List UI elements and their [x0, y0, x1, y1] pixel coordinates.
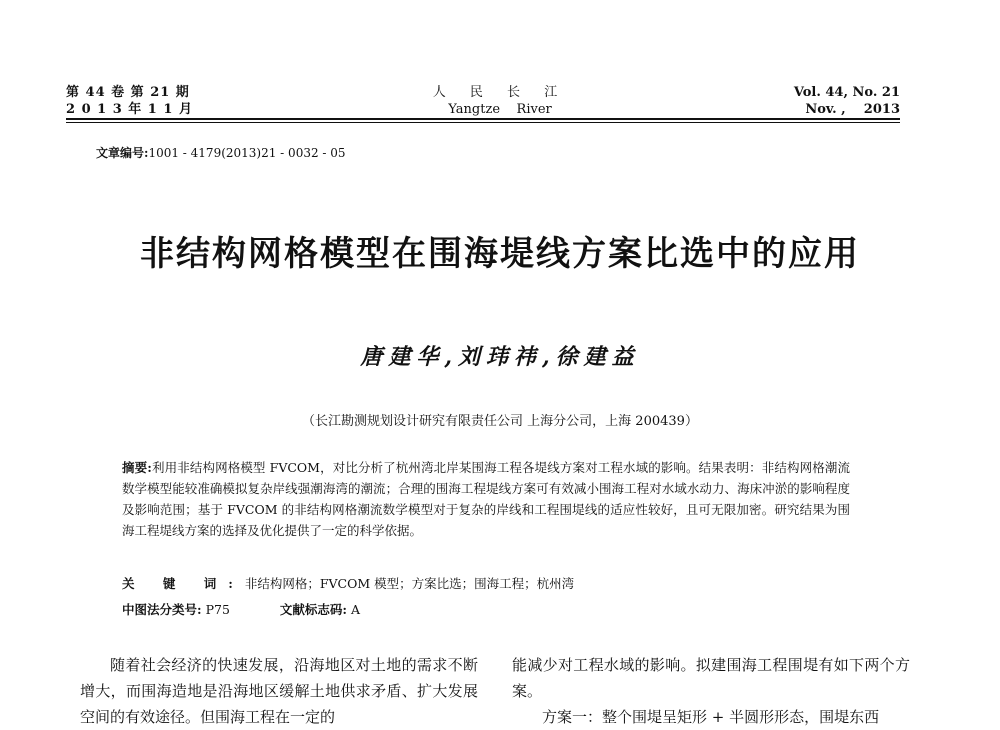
abstract [122, 457, 850, 541]
keywords [122, 574, 574, 592]
body-paragraph: 能减少对工程水域的影响。拟建围海工程围堤有如下两个方案。 [512, 656, 910, 700]
year-month-line: 2 0 1 3 年 1 1 月 [66, 102, 193, 117]
clc-label: 中图法分类号: [122, 602, 202, 617]
keywords-label: 关 键 词: [122, 576, 245, 591]
body-column-left [80, 652, 478, 730]
article-number-value: 1001 - 4179(2013)21 - 0032 - 05 [148, 146, 346, 160]
doc-code-label: 文献标志码: [279, 602, 348, 617]
article-number [96, 144, 346, 161]
vol-no-line: Vol. 44, No. 21 [793, 85, 900, 100]
article-number-label: 文章编号: [96, 146, 149, 160]
journal-name-en: Yangtze River [448, 102, 552, 117]
body-column-right [512, 652, 910, 730]
paper-authors: 唐建华,刘玮祎,徐建益 [360, 344, 640, 370]
header-rule-thick [66, 118, 900, 120]
paper-title: 非结构网格模型在围海堤线方案比选中的应用 [140, 234, 860, 274]
journal-vol-en [794, 84, 900, 118]
journal-name-cn: 人 民 长 江 [432, 85, 568, 100]
header-rule-thin [66, 122, 900, 123]
keywords-text: 非结构网格；FVCOM 模型；方案比选；围海工程；杭州湾 [244, 576, 575, 591]
body-paragraph: 方案一：整个围堤呈矩形 + 半圆形形态，围堤东西 [542, 708, 880, 726]
doc-code-value: A [351, 602, 361, 617]
body-paragraph: 随着社会经济的快速发展，沿海地区对土地的需求不断增大，而围海造地是沿海地区缓解土地供求矛盾、扩大发展空间的有效途径。但围海工程在一定的 [80, 656, 478, 726]
abstract-label: 摘要: [122, 460, 152, 475]
author-affiliation: （长江勘测规划设计研究有限责任公司 上海分公司，上海 200439） [302, 414, 698, 429]
clc-value: P75 [205, 602, 230, 617]
abstract-text: 利用非结构网格模型 FVCOM，对比分析了杭州湾北岸某围海工程各堤线方案对工程水域的影响。结果表明：非结构网格潮流数学模型能较准确模拟复杂岸线强潮海湾的潮流；合理的围海工程堤线方案可有效减小围海工程对水域水动力、海床冲淤的影响程度及影响范围；基于 FVCOM 的非结构网格潮流数学模型对于复杂的岸线和工程围堤线的适应性较好，且可无限加密。研究结果为围海工程堤线方案的选择及优化提供了一定的科学依据。 [122, 460, 850, 538]
classification-line [122, 600, 360, 618]
volume-issue-line: 第 44 卷 第 21 期 [66, 85, 190, 100]
date-line: Nov. , 2013 [805, 102, 900, 117]
